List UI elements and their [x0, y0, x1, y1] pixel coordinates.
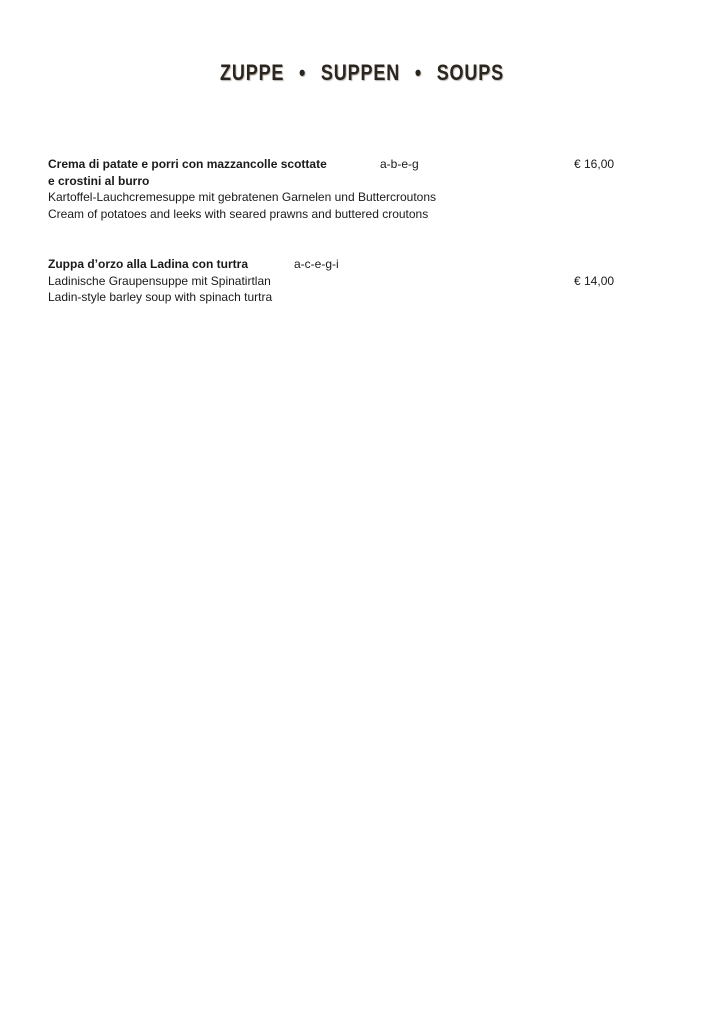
- dish-name-line: [48, 156, 628, 173]
- title-italian: ZUPPE: [220, 60, 285, 85]
- menu-item: [48, 156, 628, 222]
- title-separator: •: [299, 60, 307, 85]
- dish-description-english: Ladin-style barley soup with spinach turtra: [48, 290, 273, 305]
- dish-description-german: Ladinische Graupensuppe mit Spinatirtlan: [48, 273, 271, 288]
- dish-description-english: Cream of potatoes and leeks with seared prawns and buttered croutons: [48, 206, 429, 221]
- dish-price: € 16,00: [574, 157, 615, 171]
- dish-name-italian: Zuppa d’orzo alla Ladina con turtra: [48, 257, 249, 271]
- title-german: SUPPEN: [320, 60, 401, 85]
- allergen-codes: a-b-e-g: [380, 157, 419, 171]
- allergen-codes: a-c-e-g-i: [294, 257, 339, 271]
- dish-name-italian: Crema di patate e porri con mazzancolle scottate: [48, 157, 327, 171]
- dish-price: € 14,00: [574, 273, 615, 288]
- dish-description-german: Kartoffel-Lauchcremesuppe mit gebratenen Garnelen und Buttercroutons: [48, 190, 437, 205]
- dish-name-italian-continued: e crostini al burro: [48, 173, 150, 188]
- dish-description-german-line: [48, 273, 628, 290]
- page-title: [65, 60, 659, 86]
- title-separator: •: [414, 60, 422, 85]
- title-english: SOUPS: [436, 60, 504, 85]
- dish-name-line: [48, 256, 628, 273]
- menu-item: [48, 256, 628, 306]
